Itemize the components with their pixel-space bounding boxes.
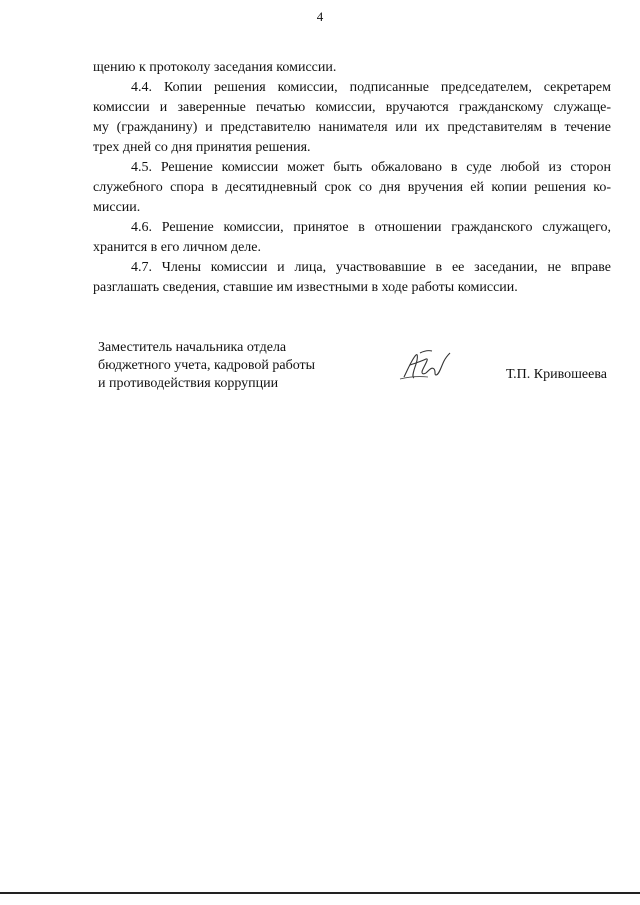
paragraph-line: миссии. [93, 200, 141, 215]
handwritten-signature [396, 347, 454, 383]
paragraph-line: трех дней со дня принятия решения. [93, 140, 311, 155]
paragraph-line: 4.4. Копии решения комиссии, подписанные председателем, секретарем [131, 80, 611, 95]
position-line: Заместитель начальника отдела [98, 340, 287, 355]
signatory-name: Т.П. Кривошеева [506, 367, 607, 382]
document-body [93, 58, 611, 298]
paragraph-line: щению к протоколу заседания комиссии. [93, 60, 337, 75]
page-bottom-rule [0, 892, 640, 894]
paragraph-line: разглашать сведения, ставшие им известными в ходе работы комиссии. [93, 280, 518, 295]
paragraph-line: 4.5. Решение комиссии может быть обжаловано в суде любой из сторон [131, 160, 611, 175]
paragraph-line: 4.7. Члены комиссии и лица, участвовавшие в ее заседании, не вправе [131, 260, 611, 275]
position-line: и противодействия коррупции [98, 376, 279, 391]
position-line: бюджетного учета, кадровой работы [98, 358, 316, 373]
paragraph-line: му (гражданину) и представителю нанимателя или их представителям в течение [93, 120, 611, 135]
paragraph-line: служебного спора в десятидневный срок со дня вручения ей копии решения ко- [93, 180, 611, 195]
signatory-position [98, 339, 315, 393]
paragraph-line: хранится в его личном деле. [93, 240, 261, 255]
page-number: 4 [316, 9, 324, 24]
paragraph-line: комиссии и заверенные печатью комиссии, вручаются гражданскому служаще- [93, 100, 611, 115]
paragraph-line: 4.6. Решение комиссии, принятое в отношении гражданского служащего, [131, 220, 611, 235]
